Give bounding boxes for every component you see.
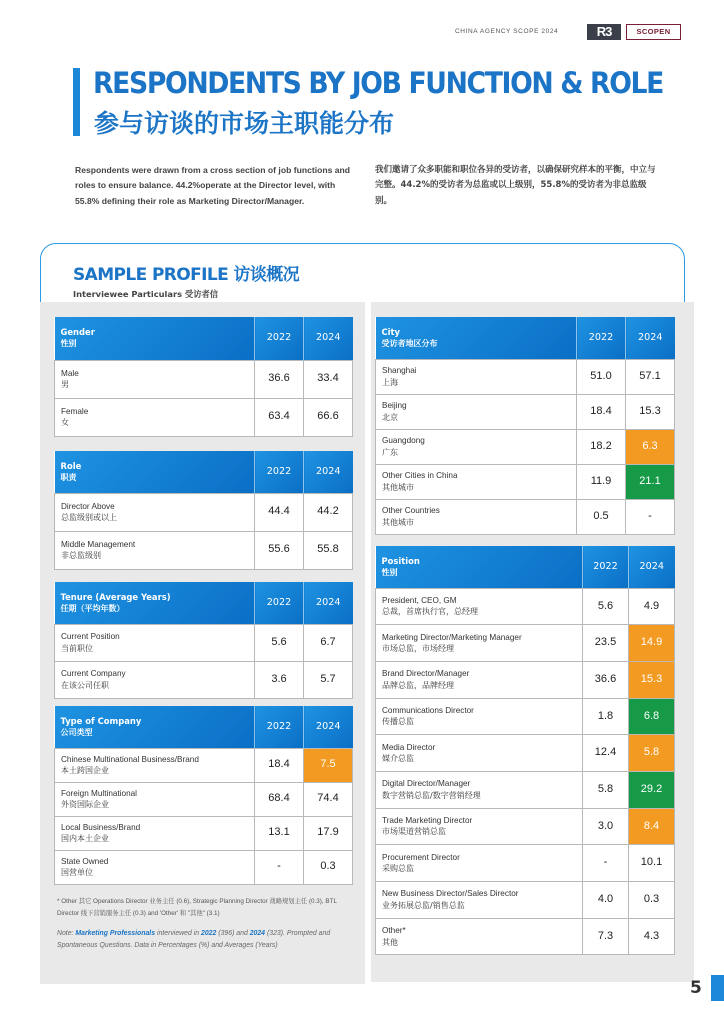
row-label-en: Marketing Director/Marketing Manager	[382, 632, 522, 642]
gender-table	[54, 317, 353, 437]
table-row	[55, 398, 353, 436]
table-row	[376, 735, 675, 772]
value-2024: 10.1	[629, 845, 675, 882]
row-label	[55, 816, 255, 850]
company-type-table	[54, 706, 353, 885]
value-2024: 21.1	[626, 464, 675, 499]
row-label	[376, 882, 583, 919]
company-header-year: 2024	[304, 706, 353, 748]
row-label-en: Local Business/Brand	[61, 822, 141, 832]
table-row	[376, 661, 675, 698]
value-2024: 0.3	[629, 882, 675, 919]
row-label-en: State Owned	[61, 856, 109, 866]
value-2024: 5.8	[629, 735, 675, 772]
position-header-year: 2024	[629, 546, 675, 588]
gender-header-label	[55, 317, 255, 360]
row-label-en: Director Above	[61, 501, 115, 511]
value-2024: 33.4	[304, 360, 353, 398]
row-label-cn: 广东	[382, 447, 398, 457]
tenure-header-label	[55, 582, 255, 624]
position-table	[375, 546, 675, 955]
row-label-cn: 外资国际企业	[61, 800, 109, 809]
scopen-logo: SCOPEN	[626, 24, 681, 40]
table-row	[376, 845, 675, 882]
row-label-cn: 女	[61, 418, 69, 427]
row-label	[376, 808, 583, 845]
r3-logo: R3	[587, 24, 621, 40]
tenure-table	[54, 582, 353, 699]
city-table	[375, 317, 675, 535]
tenure-header-en: Tenure (Average Years)	[60, 591, 171, 602]
row-label-cn: 其他	[382, 937, 398, 947]
position-header-en: Position	[381, 555, 420, 566]
row-label-cn: 非总监级别	[61, 551, 101, 560]
value-2022: 1.8	[583, 698, 629, 735]
row-label	[55, 360, 255, 398]
row-label	[55, 850, 255, 884]
row-label	[376, 698, 583, 735]
value-2022: 18.4	[577, 394, 626, 429]
company-header-year: 2022	[255, 706, 304, 748]
value-2024: 0.3	[304, 850, 353, 884]
city-header-label	[376, 317, 577, 359]
city-header-year: 2024	[626, 317, 675, 359]
row-label	[55, 493, 255, 531]
value-2024: 15.3	[626, 394, 675, 429]
row-label	[376, 464, 577, 499]
row-label-en: Beijing	[382, 401, 407, 410]
role-header-year: 2024	[304, 451, 353, 493]
row-label	[55, 531, 255, 569]
table-row	[376, 698, 675, 735]
position-header-cn: 性别	[381, 567, 398, 577]
table-row	[376, 882, 675, 919]
value-2024: 5.7	[304, 661, 353, 698]
value-2024: 14.9	[629, 625, 675, 662]
value-2022: 3.0	[583, 808, 629, 845]
value-2022: 0.5	[577, 499, 626, 534]
row-label	[55, 398, 255, 436]
row-label-en: Brand Director/Manager	[382, 669, 470, 679]
row-label-en: Middle Management	[61, 539, 136, 549]
row-label-en: Other Cities in China	[382, 471, 458, 480]
row-label-en: Current Position	[61, 632, 120, 641]
role-table	[54, 451, 353, 570]
value-2024: 17.9	[304, 816, 353, 850]
city-header-en: City	[381, 326, 400, 337]
table-row	[55, 748, 353, 782]
row-label	[376, 588, 583, 625]
value-2024: 55.8	[304, 531, 353, 569]
role-header-cn: 职责	[60, 472, 77, 482]
city-header-cn: 受访者地区分布	[381, 338, 438, 348]
row-label-cn: 上海	[382, 377, 398, 387]
row-label-en: Male	[61, 368, 79, 378]
sample-profile-subtitle: Interviewee Particulars 受访者信	[73, 289, 219, 299]
table-row	[55, 816, 353, 850]
city-header-year: 2022	[577, 317, 626, 359]
value-2022: -	[255, 850, 304, 884]
page-title-cn: 参与访谈的市场主职能分布	[94, 109, 395, 138]
row-label-en: President, CEO, GM	[382, 595, 457, 605]
row-label-cn: 总监级别或以上	[61, 513, 117, 522]
value-2024: 8.4	[629, 808, 675, 845]
intro-text-en: Respondents were drawn from a cross section of job functions and roles to ensure balance. 44.2%operate at the Director level, with 55.8% defining their role as Marketing Director/Manager.	[75, 165, 351, 206]
row-label-cn: 媒介总监	[382, 754, 414, 764]
row-label-cn: 本土跨国企业	[61, 766, 109, 775]
gender-header-year: 2022	[255, 317, 304, 360]
row-label-cn: 数字营销总监/数字营销经理	[382, 790, 481, 800]
value-2022: 18.4	[255, 748, 304, 782]
table-row	[376, 918, 675, 955]
value-2022: 5.6	[255, 624, 304, 661]
value-2024: 57.1	[626, 359, 675, 394]
row-label	[376, 845, 583, 882]
value-2022: 4.0	[583, 882, 629, 919]
row-label-en: Shanghai	[382, 366, 417, 375]
value-2022: -	[583, 845, 629, 882]
row-label-en: Procurement Director	[382, 852, 460, 862]
row-label	[376, 918, 583, 955]
row-label	[55, 748, 255, 782]
position-header-year: 2022	[583, 546, 629, 588]
value-2022: 63.4	[255, 398, 304, 436]
table-row	[376, 499, 675, 534]
table-row	[55, 493, 353, 531]
row-label-en: Guangdong	[382, 436, 425, 445]
value-2022: 3.6	[255, 661, 304, 698]
row-label-en: New Business Director/Sales Director	[382, 889, 519, 899]
table-row	[55, 624, 353, 661]
table-row	[55, 782, 353, 816]
value-2022: 23.5	[583, 625, 629, 662]
value-2022: 12.4	[583, 735, 629, 772]
row-label-cn: 当前职位	[61, 643, 93, 653]
value-2024: 7.5	[304, 748, 353, 782]
value-2024: 29.2	[629, 771, 675, 808]
tenure-header-cn: 任期（平均年数）	[60, 603, 125, 613]
value-2024: 4.9	[629, 588, 675, 625]
value-2024: 6.7	[304, 624, 353, 661]
sample-profile-title: SAMPLE PROFILE 访谈概况	[73, 265, 300, 285]
row-label	[376, 771, 583, 808]
value-2024: 6.3	[626, 429, 675, 464]
row-label-cn: 国营单位	[61, 868, 93, 877]
title-accent-bar	[73, 68, 80, 136]
role-header-en: Role	[60, 460, 82, 471]
value-2022: 36.6	[583, 661, 629, 698]
row-label-cn: 北京	[382, 412, 398, 422]
value-2024: 44.2	[304, 493, 353, 531]
table-row	[376, 808, 675, 845]
table-row	[376, 588, 675, 625]
row-label-en: Digital Director/Manager	[382, 779, 471, 789]
row-label-cn: 总裁，首席执行官，总经理	[382, 607, 478, 617]
row-label	[376, 499, 577, 534]
value-2022: 7.3	[583, 918, 629, 955]
row-label-cn: 市场总监，市场经理	[382, 644, 454, 654]
row-label-en: Current Company	[61, 669, 126, 678]
table-row	[55, 850, 353, 884]
position-header-label	[376, 546, 583, 588]
row-label-cn: 在该公司任职	[61, 680, 109, 690]
value-2022: 13.1	[255, 816, 304, 850]
value-2024: 4.3	[629, 918, 675, 955]
gender-header-en: Gender	[60, 327, 95, 338]
row-label	[376, 735, 583, 772]
role-header-year: 2022	[255, 451, 304, 493]
table-row	[55, 360, 353, 398]
row-label-en: Other*	[382, 926, 406, 936]
row-label-cn: 市场渠道营销总监	[382, 827, 446, 837]
row-label-en: Media Director	[382, 742, 436, 752]
table-row	[376, 359, 675, 394]
row-label-cn: 男	[61, 380, 69, 389]
row-label	[376, 394, 577, 429]
row-label-en: Foreign Multinational	[61, 788, 138, 798]
value-2024: 6.8	[629, 698, 675, 735]
row-label-en: Trade Marketing Director	[382, 815, 473, 825]
row-label	[55, 782, 255, 816]
row-label	[376, 429, 577, 464]
gender-header-year: 2024	[304, 317, 353, 360]
company-header-cn: 公司类型	[60, 727, 93, 737]
row-label-cn: 传播总监	[382, 717, 414, 727]
tenure-header-year: 2024	[304, 582, 353, 624]
value-2022: 51.0	[577, 359, 626, 394]
company-header-en: Type of Company	[60, 715, 142, 726]
table-row	[376, 394, 675, 429]
row-label-en: Chinese Multinational Business/Brand	[61, 754, 199, 764]
row-label	[376, 625, 583, 662]
row-label-cn: 采购总监	[382, 864, 414, 874]
company-header-label	[55, 706, 255, 748]
value-2022: 5.6	[583, 588, 629, 625]
value-2024: 66.6	[304, 398, 353, 436]
table-row	[55, 661, 353, 698]
gender-header-cn: 性别	[60, 339, 77, 349]
value-2022: 5.8	[583, 771, 629, 808]
value-2022: 55.6	[255, 531, 304, 569]
table-row	[376, 771, 675, 808]
value-2022: 36.6	[255, 360, 304, 398]
value-2022: 11.9	[577, 464, 626, 499]
table-row	[376, 625, 675, 662]
page-number-bar	[711, 975, 724, 1001]
table-row	[55, 531, 353, 569]
role-header-label	[55, 451, 255, 493]
row-label	[55, 661, 255, 698]
table-row	[376, 429, 675, 464]
value-2024: 74.4	[304, 782, 353, 816]
row-label-cn: 其他城市	[382, 517, 414, 527]
row-label-en: Female	[61, 406, 89, 416]
row-label	[55, 624, 255, 661]
row-label	[376, 661, 583, 698]
intro-text-cn: 我们邀请了众多职能和职位各异的受访者，以确保研究样本的平衡，中立与完整。44.2%的受访者为总监或以上级别，55.8%的受访者为非总监级别。	[375, 165, 656, 206]
value-2024: 15.3	[629, 661, 675, 698]
row-label	[376, 359, 577, 394]
header-scope-label: CHINA AGENCY SCOPE 2024	[455, 28, 559, 35]
page-title-en: RESPONDENTS BY JOB FUNCTION & ROLE	[93, 66, 663, 100]
row-label-en: Communications Director	[382, 705, 474, 715]
value-2022: 44.4	[255, 493, 304, 531]
page-number: 5	[690, 978, 702, 998]
tenure-header-year: 2022	[255, 582, 304, 624]
methodology-note: Note: Marketing Professionals interviewed in 2022 (396) and 2024 (323). Prompted and Spontaneous Questions. Data in Percentages (%) and Averages (Years)	[57, 930, 331, 949]
row-label-cn: 业务拓展总监/销售总监	[382, 900, 465, 910]
value-2022: 68.4	[255, 782, 304, 816]
row-label-cn: 品牌总监，品牌经理	[382, 680, 454, 690]
row-label-en: Other Countries	[382, 506, 440, 515]
row-label-cn: 国内本土企业	[61, 834, 109, 843]
other-footnote: * Other 其它 Operations Director 业务主任 (0.6), Strategic Planning Director 战略规划主任 (0.3), BTL Director 线下营销服务主任 (0.3) and 'Other' 和 "其他" (3.1)	[57, 898, 337, 917]
value-2024: -	[626, 499, 675, 534]
table-row	[376, 464, 675, 499]
value-2022: 18.2	[577, 429, 626, 464]
row-label-cn: 其他城市	[382, 482, 414, 492]
